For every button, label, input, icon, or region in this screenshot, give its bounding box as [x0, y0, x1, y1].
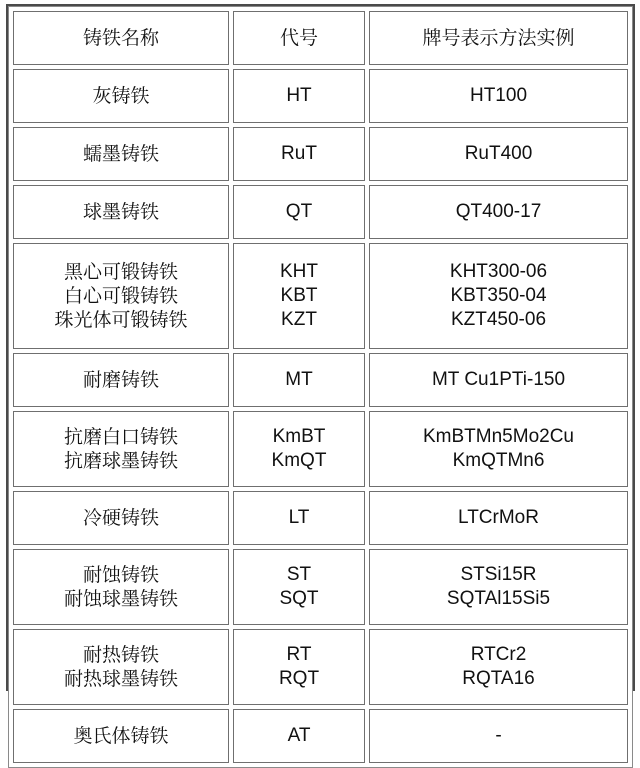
cell-example-line: KmQTMn6 — [452, 450, 545, 471]
cell-code-line: ST — [286, 564, 312, 585]
cell-example — [369, 709, 628, 763]
table-row — [13, 629, 628, 705]
cell-example-line: QT400-17 — [455, 201, 542, 222]
cell-example — [369, 491, 628, 545]
cell-code-line: HT — [286, 85, 312, 106]
table-row — [13, 353, 628, 407]
cell-code — [233, 69, 365, 123]
cell-name — [13, 185, 229, 239]
cell-code — [233, 629, 365, 705]
cell-code — [233, 411, 365, 487]
cell-code-line: AT — [287, 725, 311, 746]
cell-code-line: RT — [286, 644, 312, 665]
table-row — [13, 127, 628, 181]
cell-example-line: RTCr2 — [470, 644, 527, 665]
cell-code-line: RuT — [281, 143, 317, 164]
cell-example-line: - — [495, 725, 502, 746]
cell-name-line: 耐热铸铁 — [82, 644, 159, 666]
cell-name — [13, 243, 229, 349]
cell-code-line: KmQT — [271, 450, 327, 471]
cell-example-line: LTCrMoR — [458, 507, 539, 528]
cell-name — [13, 491, 229, 545]
cast-iron-grade-table — [8, 6, 633, 768]
cell-name — [13, 353, 229, 407]
cell-example-line: KHT300-06 — [449, 261, 548, 282]
cell-example-line: HT100 — [469, 85, 528, 106]
cell-code — [233, 243, 365, 349]
cell-name-line: 耐蚀球墨铸铁 — [63, 588, 178, 610]
cell-name-line: 抗磨白口铸铁 — [63, 426, 178, 448]
cell-example — [369, 185, 628, 239]
table-row — [13, 185, 628, 239]
cell-name — [13, 127, 229, 181]
cell-name-line: 奥氏体铸铁 — [73, 725, 169, 747]
header-example: 牌号表示方法实例 — [369, 11, 628, 65]
cell-name-line: 蠕墨铸铁 — [82, 143, 159, 165]
table-row — [13, 411, 628, 487]
cell-name-line: 耐热球墨铸铁 — [63, 668, 178, 690]
table-body — [13, 69, 628, 763]
header-code: 代号 — [233, 11, 365, 65]
cell-code-line: LT — [288, 507, 310, 528]
cell-example — [369, 353, 628, 407]
cell-name-line: 耐蚀铸铁 — [82, 564, 159, 586]
cell-name-line: 球墨铸铁 — [82, 201, 159, 223]
cell-name — [13, 69, 229, 123]
cell-example-line: KZT450-06 — [450, 309, 547, 330]
table-row — [13, 69, 628, 123]
cell-example — [369, 243, 628, 349]
cell-name — [13, 411, 229, 487]
cell-name-line: 白心可锻铸铁 — [63, 285, 178, 307]
cell-example — [369, 69, 628, 123]
table-row — [13, 549, 628, 625]
cell-name-line: 灰铸铁 — [92, 85, 150, 107]
cell-name — [13, 629, 229, 705]
cell-example — [369, 411, 628, 487]
table-header-row — [13, 11, 628, 65]
cell-code-line: KZT — [281, 309, 317, 330]
cell-code — [233, 549, 365, 625]
cell-name-line: 黑心可锻铸铁 — [63, 261, 178, 283]
cell-name-line: 耐磨铸铁 — [82, 369, 159, 391]
cell-example-line: STSi15R — [460, 564, 537, 585]
cell-code — [233, 491, 365, 545]
header-name: 铸铁名称 — [13, 11, 229, 65]
table-frame — [6, 4, 635, 747]
table-row — [13, 491, 628, 545]
cell-example-line: KBT350-04 — [450, 285, 547, 306]
cell-code — [233, 185, 365, 239]
cell-name-line: 抗磨球墨铸铁 — [63, 450, 178, 472]
cell-code-line: MT — [285, 369, 313, 390]
cell-name-line: 冷硬铸铁 — [82, 507, 159, 529]
cell-name — [13, 549, 229, 625]
cell-example — [369, 549, 628, 625]
cell-name — [13, 709, 229, 763]
cell-code — [233, 353, 365, 407]
cell-code-line: KBT — [280, 285, 318, 306]
table-row — [13, 243, 628, 349]
cell-example-line: RQTA16 — [462, 668, 535, 689]
cell-code — [233, 709, 365, 763]
cell-code-line: RQT — [278, 668, 320, 689]
cell-code-line: QT — [285, 201, 313, 222]
cell-example — [369, 127, 628, 181]
cell-code-line: SQT — [279, 588, 319, 609]
cell-example — [369, 629, 628, 705]
cell-example-line: KmBTMn5Mo2Cu — [423, 426, 574, 447]
cell-code-line: KmBT — [272, 426, 326, 447]
cell-example-line: MT Cu1PTi-150 — [431, 369, 566, 390]
cell-name-line: 珠光体可锻铸铁 — [54, 309, 188, 331]
cell-code — [233, 127, 365, 181]
cell-code-line: KHT — [280, 261, 318, 282]
cell-example-line: RuT400 — [464, 143, 533, 164]
table-row — [13, 709, 628, 763]
cell-example-line: SQTAl15Si5 — [446, 588, 551, 609]
